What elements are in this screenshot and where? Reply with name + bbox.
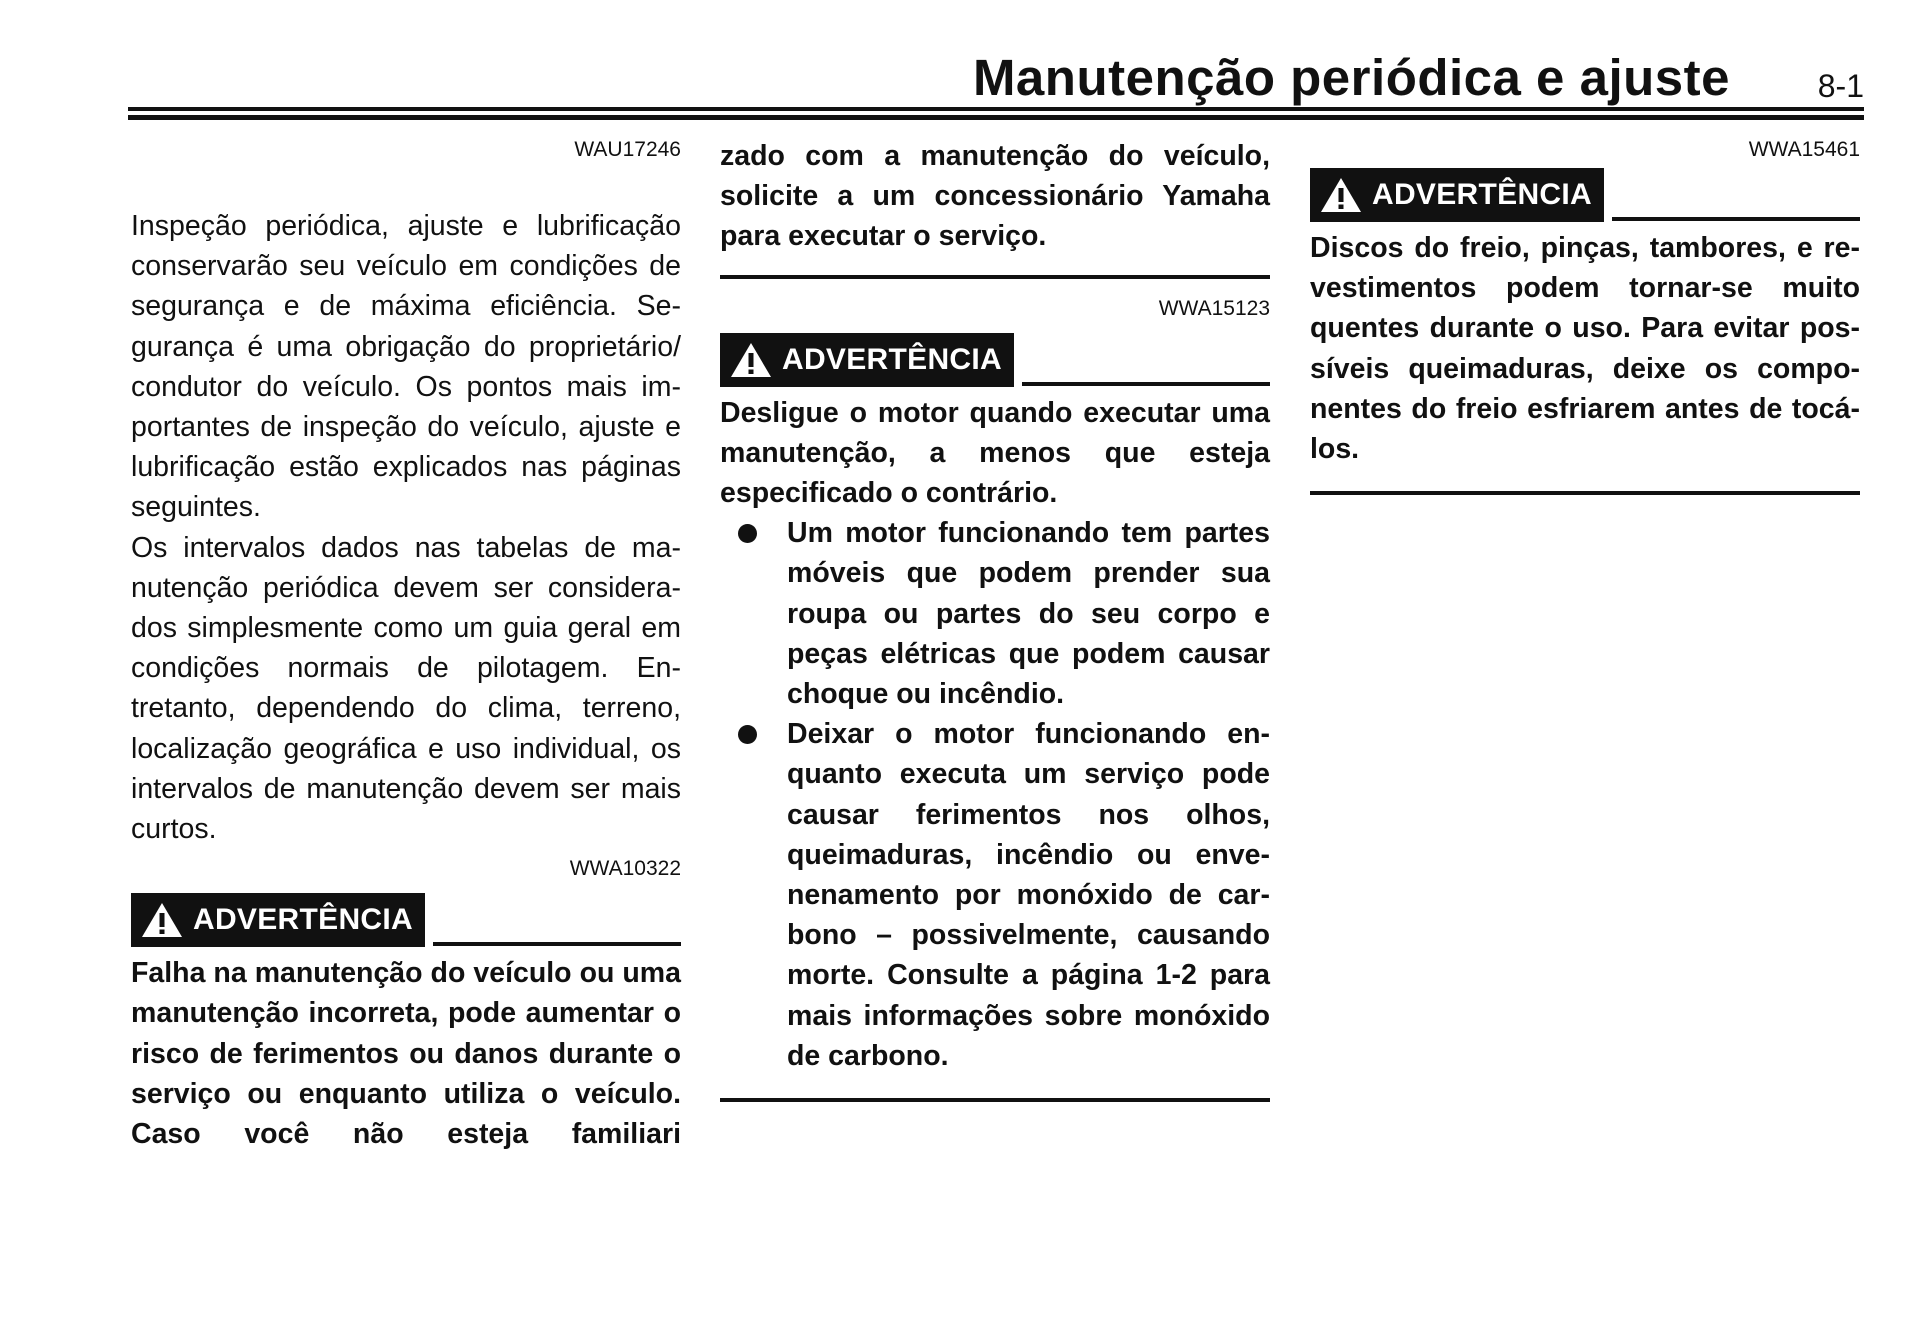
intervals-paragraph: Os intervalos dados nas tabelas de manutenção periódica devem ser considerados simplesmente como um guia geral em condições normais de pilotagem. Entretanto, dependendo do clima, terreno, localização geográfica e uso individual, os intervalos de manutenção devem ser mais curtos. xyxy=(131,531,681,846)
warning-label: ADVERTÊNCIA xyxy=(1372,178,1592,211)
warning-code: WWA15461 xyxy=(1748,138,1860,161)
intro-paragraph: Inspeção periódica, ajuste e lubrificação conservarão seu veículo em condições de segurança e de máxima eficiência. Segurança é uma obrigação do proprietário/ condutor do veículo. Os pontos mais importantes de inspeção do veículo, ajuste e lubrificação estão explicados nas páginas seguintes. xyxy=(131,210,681,524)
warning-code: WWA10322 xyxy=(569,857,681,881)
warning-triangle-icon xyxy=(141,901,183,939)
warning-end-rule xyxy=(1310,491,1860,495)
warning-header xyxy=(720,333,1270,389)
warning-end-rule xyxy=(720,1098,1270,1102)
page-header xyxy=(128,44,1864,104)
warning-text: Falha na manutenção do veículo ou uma manutenção incorreta, pode aumentar o risco de ferimentos ou danos durante o serviço ou enquanto utiliza o veículo. Caso você não esteja familiari xyxy=(131,957,681,1151)
warning-bullet-list xyxy=(720,513,1270,1076)
warning-text: Desligue o motor quando executar uma manutenção, a menos que esteja especificado o contrário. xyxy=(720,396,1270,510)
warning-code: WWA15123 xyxy=(1158,296,1270,320)
section-code: WAU17246 xyxy=(574,138,681,161)
column-left xyxy=(131,136,681,1154)
list-item xyxy=(720,513,1270,714)
header-rule-top xyxy=(128,107,1864,111)
bullet-icon xyxy=(738,725,757,744)
warning-label: ADVERTÊNCIA xyxy=(782,342,1002,376)
warning-triangle-icon xyxy=(730,341,772,379)
page-title: Manutenção periódica e ajuste xyxy=(972,49,1730,106)
header-rule-bottom xyxy=(128,115,1864,120)
warning-header-line xyxy=(1022,382,1270,386)
column-middle xyxy=(720,136,1270,1102)
warning-text-continued: zado com a manutenção do veículo, solicite a um concessionário Yamaha para executar o serviço. xyxy=(720,140,1270,253)
bullet-text: Um motor funcionando tem partes móveis que podem prender sua roupa ou partes do seu corpo e peças elétricas que podem causar choque ou incêndio. xyxy=(787,517,1270,711)
warning-badge xyxy=(720,333,1014,387)
column-right xyxy=(1310,136,1860,495)
warning-header xyxy=(1310,168,1860,224)
bullet-text: Deixar o motor funcionando enquanto executa um serviço pode causar ferimentos nos olhos, queimaduras, incêndio ou envenenamento por monóxido de carbono – possivelmente, causando morte. Consulte a página 1-2 para mais informações sobre monóxido de carbono. xyxy=(787,718,1270,1072)
warning-header-line xyxy=(1612,217,1860,221)
page-number: 8-1 xyxy=(1817,68,1864,104)
bullet-icon xyxy=(738,524,757,543)
warning-badge xyxy=(1310,168,1604,222)
list-item xyxy=(720,714,1270,1076)
warning-label: ADVERTÊNCIA xyxy=(193,903,413,937)
warning-triangle-icon xyxy=(1320,176,1362,214)
warning-text: Discos do freio, pinças, tambores, e revestimentos podem tornar-se muito quentes durante o uso. Para evitar possíveis queimaduras, deixe os componentes do freio esfriarem antes de tocá-los. xyxy=(1310,232,1860,466)
warning-badge xyxy=(131,893,425,947)
warning-header-line xyxy=(433,942,681,946)
warning-header xyxy=(131,893,681,949)
